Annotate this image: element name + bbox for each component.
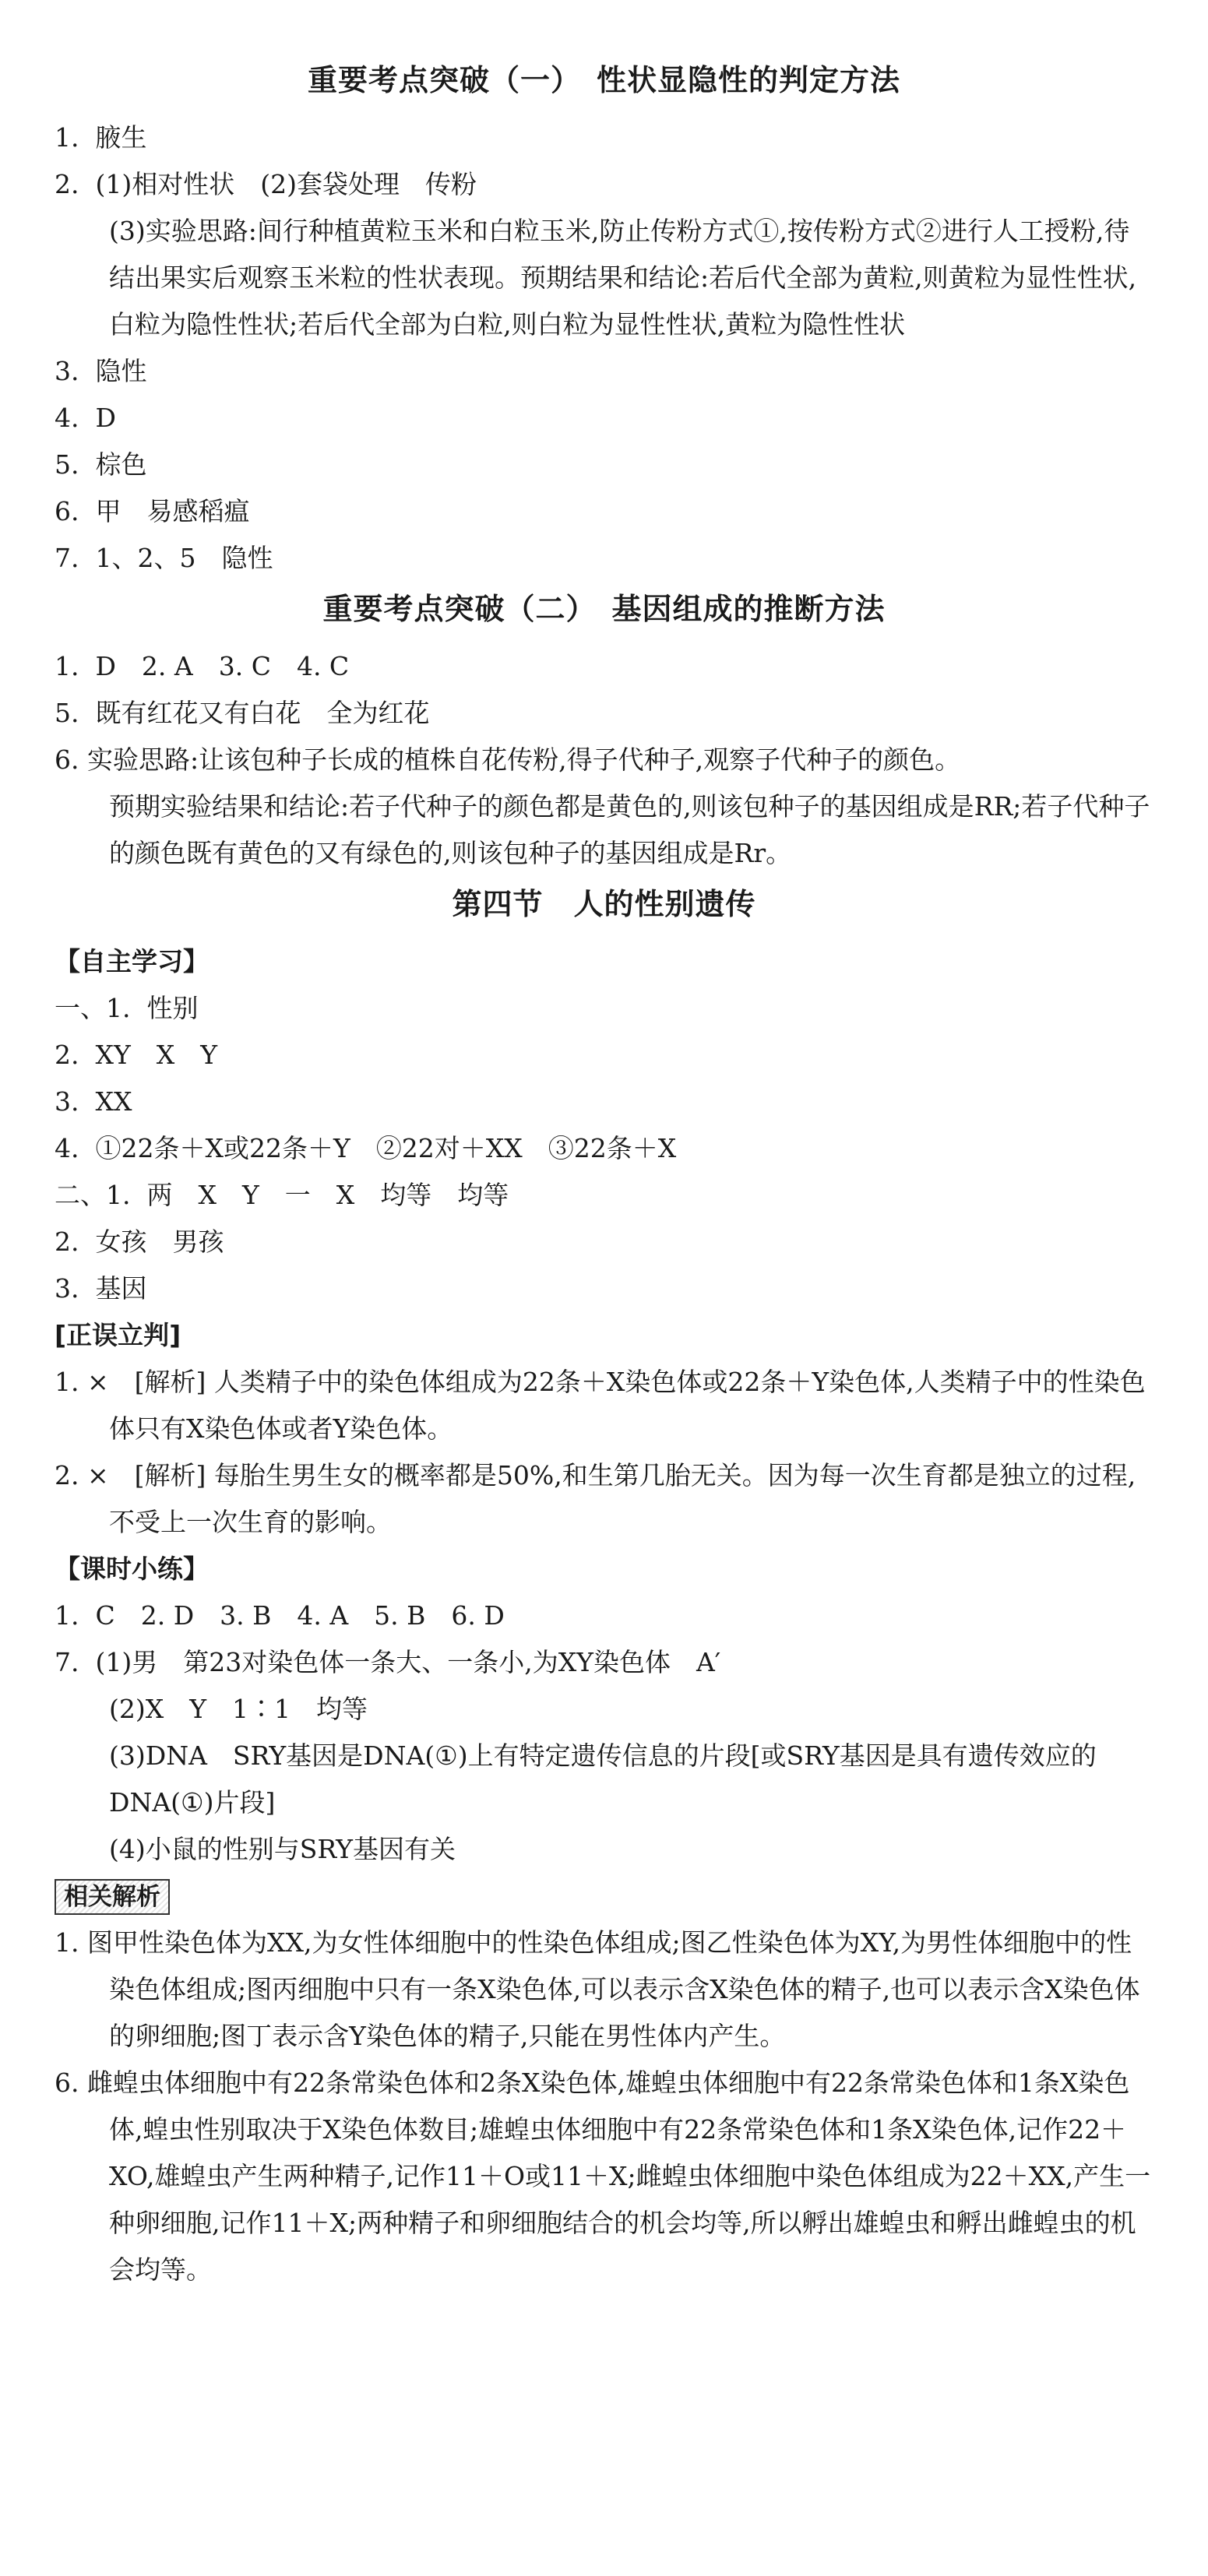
practice-7-4: (4)小鼠的性别与SRY基因有关 [109, 1834, 456, 1864]
true-false-heading: [正误立判] [55, 1320, 181, 1350]
true-false-2: 2. × [解析] 每胎生男生女的概率都是50%,和生第几胎无关。因为每一次生育都是独立的过程,不受上一次生育的影响。 [55, 1460, 1136, 1537]
answer-6: 6. 甲 易感稻瘟 [55, 496, 250, 526]
answer-3: 3. 隐性 [55, 356, 147, 386]
answer-7: 7. 1、2、5 隐性 [55, 543, 273, 573]
true-false-1: 1. × [解析] 人类精子中的染色体组成为22条＋X染色体或22条＋Y染色体,人类精子中的性染色体只有X染色体或者Y染色体。 [55, 1367, 1146, 1444]
analysis-6: 6. 雌蝗虫体细胞中有22条常染色体和2条X染色体,雄蝗虫体细胞中有22条常染色体和1条X染色体,蝗虫性别取决于X染色体数目;雄蝗虫体细胞中有22条常染色体和1条X染色体,记作22＋XO,雄蝗虫产生两种精子,记作11＋O或11＋X;雌蝗虫体细胞中染色体组成为22＋XX,产生一种卵细胞,记作11＋X;两种精子和卵细胞结合的机会均等,所以孵出雄蝗虫和孵出雌蝗虫的机会均等。 [55, 2067, 1151, 2285]
self-study-1-3: 3. XX [55, 1086, 132, 1117]
answer-5: 5. 既有红花又有白花 全为红花 [55, 698, 430, 728]
self-study-2-1: 二、1. 两 X Y 一 X 均等 均等 [55, 1180, 509, 1210]
answer-2: 2. (1)相对性状 (2)套袋处理 传粉 [55, 169, 477, 199]
practice-heading: 【课时小练】 [55, 1554, 209, 1584]
answer-6-result: 预期实验结果和结论:若子代种子的颜色都是黄色的,则该包种子的基因组成是RR;若子代种子的颜色既有黄色的又有绿色的,则该包种子的基因组成是Rr。 [109, 791, 1150, 868]
self-study-1-4: 4. ①22条＋X或22条＋Y ②22对＋XX ③22条＋X [55, 1133, 677, 1163]
answer-4: 4. D [55, 403, 116, 433]
answer-1-4: 1. D 2. A 3. C 4. C [55, 651, 350, 681]
self-study-heading: 【自主学习】 [55, 946, 209, 977]
answer-1: 1. 腋生 [55, 122, 147, 153]
self-study-1-1: 一、1. 性别 [55, 993, 199, 1023]
self-study-2-2: 2. 女孩 男孩 [55, 1226, 224, 1257]
self-study-2-3: 3. 基因 [55, 1273, 147, 1304]
practice-7-1: 7. (1)男 第23对染色体一条大、一条小,为XY染色体 A′ [55, 1647, 721, 1677]
answer-5: 5. 棕色 [55, 449, 147, 480]
practice-1-6: 1. C 2. D 3. B 4. A 5. B 6. D [55, 1600, 505, 1631]
analysis-1: 1. 图甲性染色体为XX,为女性体细胞中的性染色体组成;图乙性染色体为XY,为男性体细胞中的性染色体组成;图丙细胞中只有一条X染色体,可以表示含X染色体的精子,也可以表示含X染色体的卵细胞;图丁表示含Y染色体的精子,只能在男性体内产生。 [55, 1927, 1140, 2051]
analysis-heading: 相关解析 [55, 1879, 170, 1915]
section-title-3: 第四节 人的性别遗传 [452, 887, 756, 921]
answer-6: 6. 实验思路:让该包种子长成的植株自花传粉,得子代种子,观察子代种子的颜色。 [55, 744, 961, 775]
section-title-1: 重要考点突破（一） 性状显隐性的判定方法 [307, 63, 900, 97]
answer-2-3: (3)实验思路:间行种植黄粒玉米和白粒玉米,防止传粉方式①,按传粉方式②进行人工授粉,待结出果实后观察玉米粒的性状表现。预期结果和结论:若后代全部为黄粒,则黄粒为显性性状,白粒为隐性性状;若后代全部为白粒,则白粒为显性性状,黄粒为隐性性状 [109, 216, 1137, 340]
self-study-1-2: 2. XY X Y [55, 1040, 218, 1070]
practice-7-2: (2)X Y 1∶1 均等 [109, 1694, 368, 1724]
section-title-2: 重要考点突破（二） 基因组成的推断方法 [322, 592, 886, 626]
practice-7-3: (3)DNA SRY基因是DNA(①)上有特定遗传信息的片段[或SRY基因是具有遗传效应的DNA(①)片段] [109, 1740, 1097, 1818]
